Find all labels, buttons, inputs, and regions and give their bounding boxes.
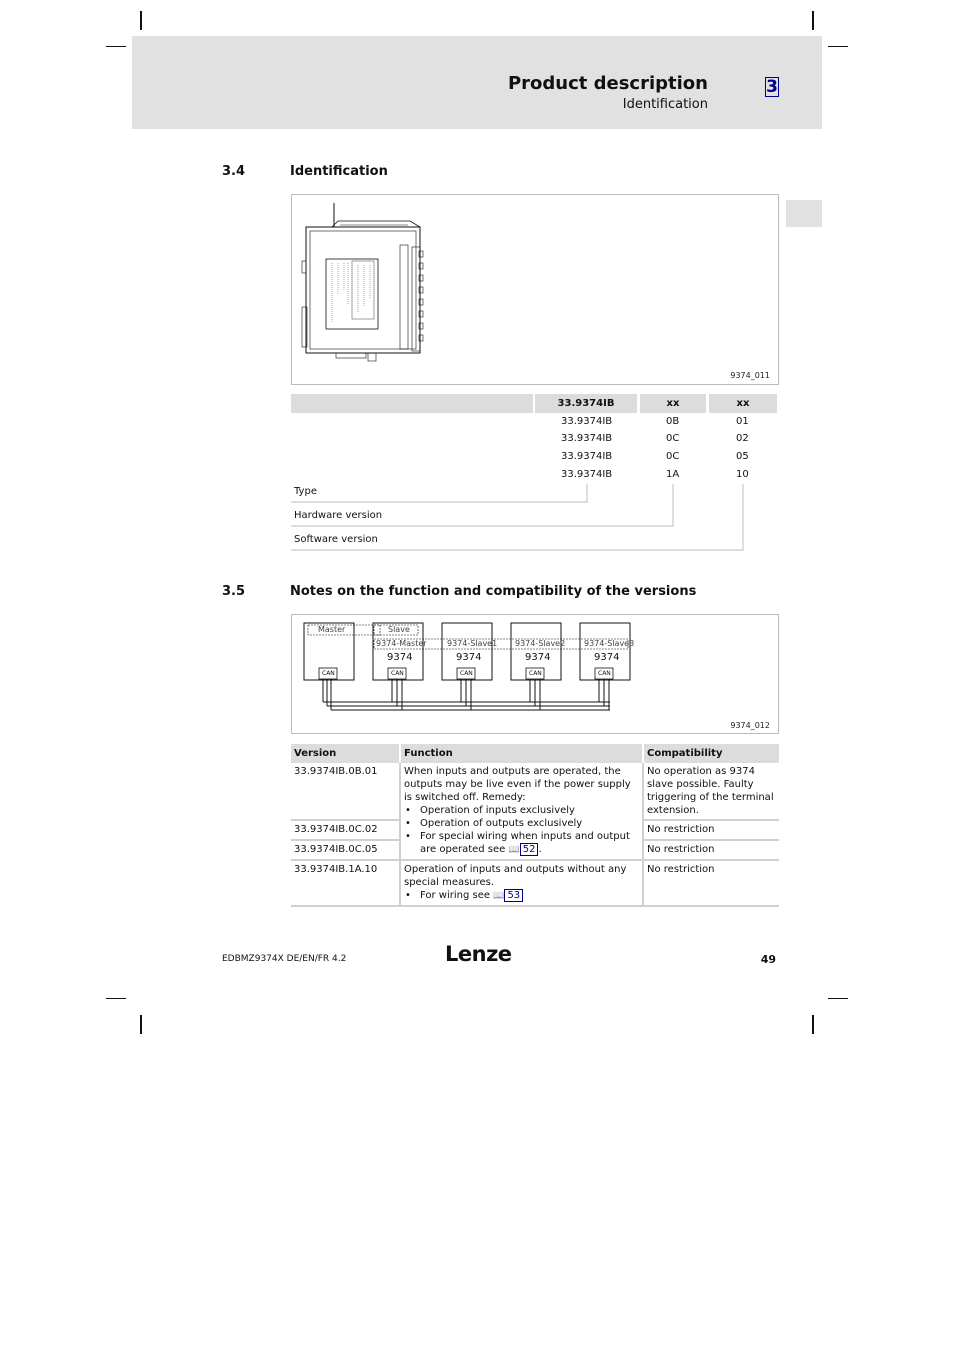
compatibility-cell: No restriction <box>643 820 779 840</box>
sw-cell: 01 <box>736 416 749 427</box>
header-sw: xx <box>709 394 777 413</box>
crop-mark <box>106 998 126 999</box>
version-cell: 33.9374IB.0B.01 <box>291 763 400 820</box>
legend-hardware: Hardware version <box>294 510 383 521</box>
list-item <box>404 889 639 903</box>
slave-tag: Slave <box>388 625 410 634</box>
type-cell: 33.9374IB <box>561 451 613 462</box>
can-port-label: CAN <box>598 670 611 677</box>
section-number: 3.4 <box>222 164 246 179</box>
module-label: 9374 <box>525 652 551 663</box>
sw-cell: 10 <box>736 469 749 480</box>
function-cell <box>400 763 643 860</box>
section-title: Identification <box>290 164 388 179</box>
book-icon: 📖 <box>508 845 520 855</box>
header-type: 33.9374IB <box>535 394 637 413</box>
list-item-text: For special wiring when inputs and output are operated see <box>420 831 630 855</box>
crop-mark <box>812 11 814 30</box>
page-link[interactable]: 52 <box>520 843 539 856</box>
remedy-list <box>404 804 639 857</box>
crop-mark <box>812 1015 814 1034</box>
figure-label: 9374_011 <box>730 371 770 380</box>
table-row <box>291 763 779 820</box>
column-header: Compatibility <box>643 744 779 763</box>
compatibility-cell: No operation as 9374 slave possible. Faulty triggering of the terminal extension. <box>643 763 779 820</box>
type-cell: 33.9374IB <box>561 433 613 444</box>
chapter-tab <box>786 200 822 227</box>
function-text: When inputs and outputs are operated, the outputs may be live even if the power supply is switched off. Remedy: <box>404 766 631 803</box>
hw-cell: 0B <box>666 416 680 427</box>
list-item: • For special wiring when inputs and output are operated see 📖 52 . <box>404 830 639 857</box>
document-id: EDBMZ9374X DE/EN/FR 4.2 <box>222 954 347 964</box>
section-title: Notes on the function and compatibility of the versions <box>290 584 697 599</box>
module-label: 9374 <box>456 652 482 663</box>
sw-cell: 05 <box>736 451 749 462</box>
compatibility-cell: No restriction <box>643 840 779 860</box>
chapter-number-link[interactable]: 3 <box>766 77 778 97</box>
crop-mark <box>106 46 126 47</box>
module-tag: 9374-Master <box>376 639 427 648</box>
function-cell <box>400 860 643 906</box>
can-diagram-figure <box>291 614 779 734</box>
page-link[interactable]: 53 <box>504 889 523 902</box>
module-tag: 9374-Slave1 <box>447 639 498 648</box>
page-title: Product description <box>507 73 708 94</box>
hw-cell: 0C <box>666 451 680 462</box>
crop-mark <box>140 1015 142 1034</box>
crop-mark <box>828 998 848 999</box>
can-port-label: CAN <box>529 670 542 677</box>
sw-cell: 02 <box>736 433 749 444</box>
legend-software: Software version <box>294 534 378 545</box>
figure-label: 9374_012 <box>730 721 770 730</box>
book-icon: 📖 <box>493 891 505 901</box>
device-figure <box>291 194 779 385</box>
master-tag: Master <box>318 625 346 634</box>
module-label: 9374 <box>387 652 413 663</box>
list-item: • Operation of inputs exclusively <box>404 804 639 817</box>
table-row <box>291 860 779 906</box>
version-cell: 33.9374IB.0C.05 <box>291 840 400 860</box>
list-item-text: For wiring see <box>420 890 491 901</box>
version-cell: 33.9374IB.1A.10 <box>291 860 400 906</box>
module-tag: 9374-Slave3 <box>584 639 635 648</box>
hw-cell: 0C <box>666 433 680 444</box>
column-header: Version <box>291 744 400 763</box>
page-number: 49 <box>760 953 776 966</box>
header-hw: xx <box>640 394 706 413</box>
lenze-logo: Lenze <box>445 942 512 966</box>
page-subtitle: Identification <box>622 97 708 112</box>
module-label: 9374 <box>594 652 620 663</box>
device-drawing <box>292 195 778 384</box>
versions-table <box>291 744 779 907</box>
section-number: 3.5 <box>222 584 246 599</box>
can-port-label: CAN <box>391 670 404 677</box>
table-header-row <box>291 744 779 763</box>
crop-mark <box>140 11 142 30</box>
wiring-list <box>404 889 639 903</box>
column-header: Function <box>400 744 643 763</box>
list-item: • Operation of outputs exclusively <box>404 817 639 830</box>
module-tag: 9374-Slave2 <box>515 639 566 648</box>
can-port-label: CAN <box>322 670 335 677</box>
page-header <box>132 36 822 129</box>
function-text: Operation of inputs and outputs without any special measures. <box>404 864 627 888</box>
compatibility-cell: No restriction <box>643 860 779 906</box>
can-port-label: CAN <box>460 670 473 677</box>
type-cell: 33.9374IB <box>561 416 613 427</box>
table-header-blank <box>291 394 533 413</box>
crop-mark <box>828 46 848 47</box>
hw-cell: 1A <box>666 469 680 480</box>
legend-type: Type <box>294 486 317 497</box>
type-cell: 33.9374IB <box>561 469 613 480</box>
version-cell: 33.9374IB.0C.02 <box>291 820 400 840</box>
